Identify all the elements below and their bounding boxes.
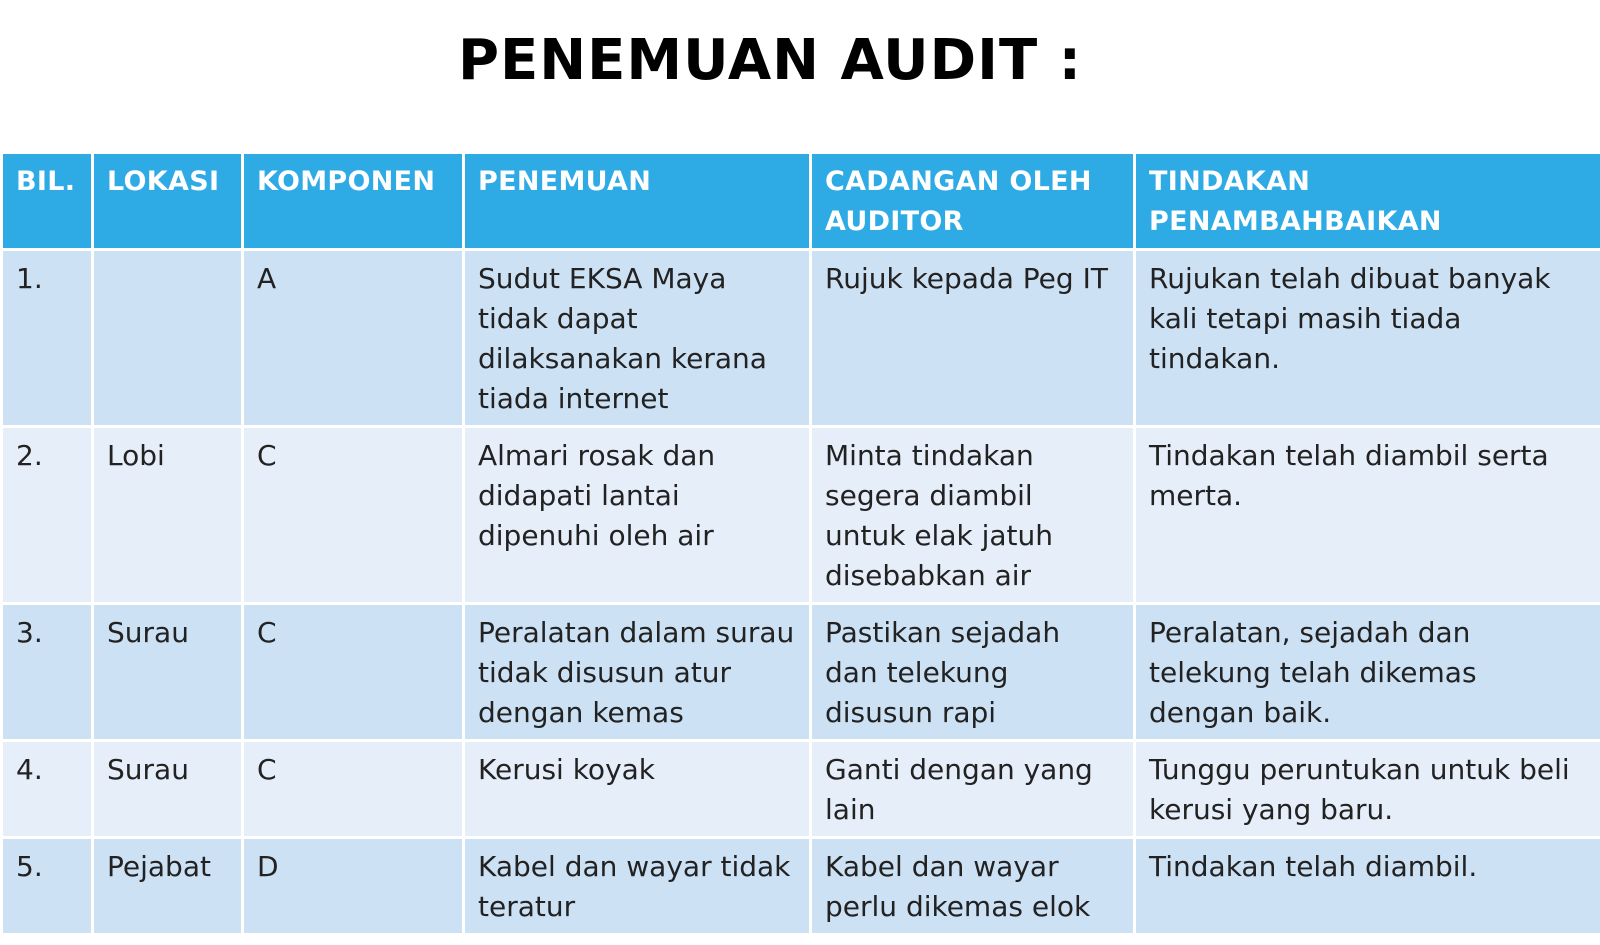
audit-findings-table	[0, 151, 1600, 936]
header-lokasi: LOKASI	[93, 153, 243, 250]
header-tindakan: TINDAKAN PENAMBAHBAIKAN	[1135, 153, 1600, 250]
cell-bil: 5.	[2, 838, 93, 935]
table-header-row	[2, 153, 1600, 250]
cell-lokasi: Pejabat	[93, 838, 243, 935]
cell-lokasi	[93, 250, 243, 427]
cell-cadangan: Pastikan sejadah dan telekung disusun rapi	[811, 604, 1135, 741]
cell-bil: 3.	[2, 604, 93, 741]
cell-komponen: D	[243, 838, 464, 935]
cell-tindakan: Peralatan, sejadah dan telekung telah dikemas dengan baik.	[1135, 604, 1600, 741]
header-bil: BIL.	[2, 153, 93, 250]
cell-cadangan: Kabel dan wayar perlu dikemas elok	[811, 838, 1135, 935]
cell-tindakan: Rujukan telah dibuat banyak kali tetapi masih tiada tindakan.	[1135, 250, 1600, 427]
cell-komponen: C	[243, 604, 464, 741]
cell-komponen: C	[243, 427, 464, 604]
cell-bil: 2.	[2, 427, 93, 604]
header-komponen: KOMPONEN	[243, 153, 464, 250]
cell-bil: 4.	[2, 741, 93, 838]
cell-penemuan: Almari rosak dan didapati lantai dipenuhi oleh air	[464, 427, 811, 604]
cell-lokasi: Lobi	[93, 427, 243, 604]
table-row	[2, 604, 1600, 741]
cell-penemuan: Kerusi koyak	[464, 741, 811, 838]
cell-cadangan: Ganti dengan yang lain	[811, 741, 1135, 838]
cell-penemuan: Sudut EKSA Maya tidak dapat dilaksanakan kerana tiada internet	[464, 250, 811, 427]
cell-lokasi: Surau	[93, 604, 243, 741]
page-title: PENEMUAN AUDIT :	[457, 28, 1083, 93]
cell-lokasi: Surau	[93, 741, 243, 838]
table-row	[2, 250, 1600, 427]
table-row	[2, 741, 1600, 838]
cell-cadangan: Rujuk kepada Peg IT	[811, 250, 1135, 427]
header-cadangan: CADANGAN OLEH AUDITOR	[811, 153, 1135, 250]
cell-cadangan: Minta tindakan segera diambil untuk elak jatuh disebabkan air	[811, 427, 1135, 604]
cell-penemuan: Kabel dan wayar tidak teratur	[464, 838, 811, 935]
cell-tindakan: Tindakan telah diambil serta merta.	[1135, 427, 1600, 604]
header-penemuan: PENEMUAN	[464, 153, 811, 250]
cell-tindakan: Tindakan telah diambil.	[1135, 838, 1600, 935]
cell-penemuan: Peralatan dalam surau tidak disusun atur dengan kemas	[464, 604, 811, 741]
table-row	[2, 427, 1600, 604]
cell-komponen: C	[243, 741, 464, 838]
cell-tindakan: Tunggu peruntukan untuk beli kerusi yang baru.	[1135, 741, 1600, 838]
cell-bil: 1.	[2, 250, 93, 427]
table-row	[2, 838, 1600, 935]
cell-komponen: A	[243, 250, 464, 427]
